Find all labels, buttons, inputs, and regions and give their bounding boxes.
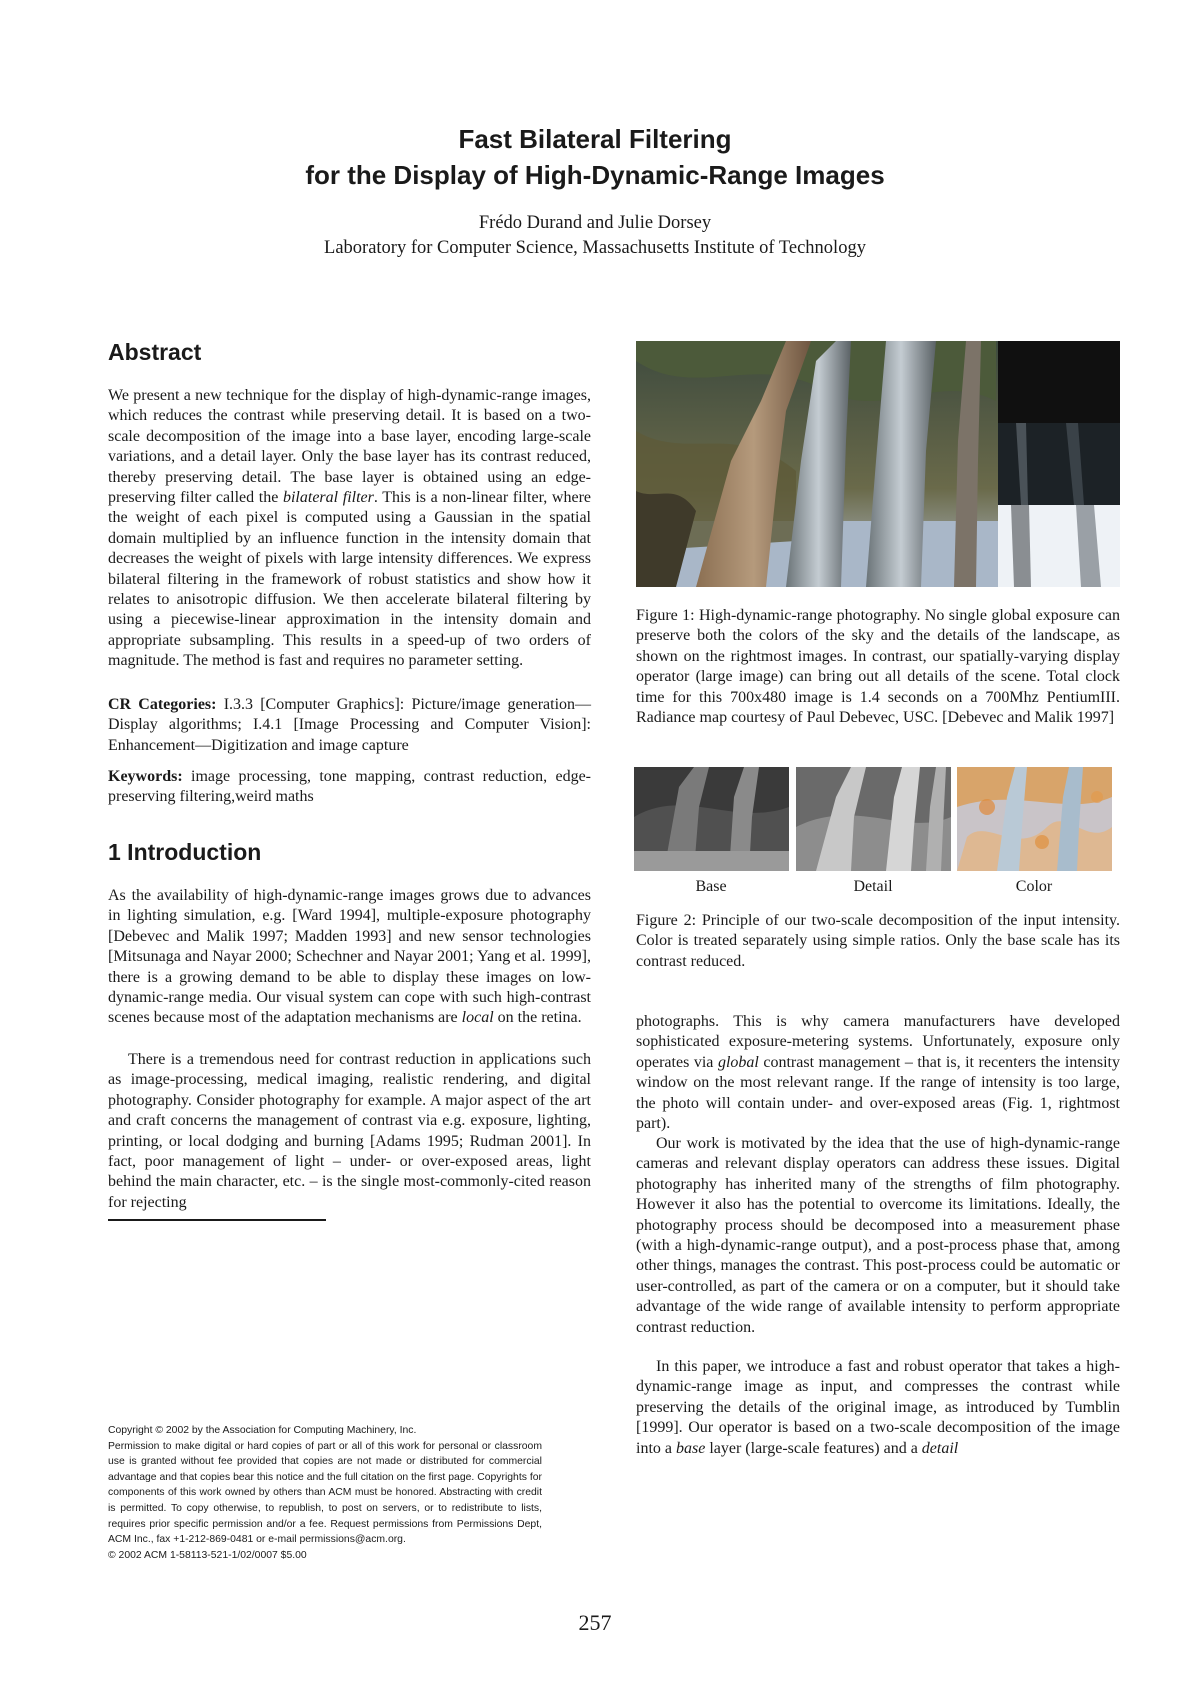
authors: Frédo Durand and Julie Dorsey	[478, 213, 712, 233]
figure2-detail-image	[796, 767, 951, 871]
intro-right-paragraph-1: photographs. This is why camera manufacturers have developed sophisticated exposure-metering systems. Unfortunately, exposure only operates via global contrast management – that is, it recenters the intensity window on the most relevant range. If the range of intensity is too large, the photo will contain under- and over-exposed areas (Fig. 1, rightmost part).	[636, 1013, 1120, 1133]
figure1-caption: Figure 1: High-dynamic-range photography. No single global exposure can preserve both the colors of the sky and the details of the landscape, as shown on the rightmost images. In contrast, our spatially-varying display operator (large image) can bring out all details of the scene. Total clock time for this 700x480 image is 1.4 seconds on a 700Mhz PentiumIII. Radiance map courtesy of Paul Debevec, USC. [Debevec and Malik 1997]	[636, 607, 1120, 727]
figure2-base-image	[634, 767, 789, 871]
intro-paragraph-1: As the availability of high-dynamic-range images grows due to advances in lighting simulation, e.g. [Ward 1994], multiple-exposure photography [Debevec and Malik 1997; Madden 1993] and new sensor technologies [Mitsunaga and Nayar 2000; Schechner and Nayar 2001; Yang et al. 1999], there is a growing demand to be able to display these images on low-dynamic-range media. Our visual system can cope with such high-contrast scenes because most of the adaptation mechanisms are local on the retina.	[108, 887, 591, 1027]
copyright-line: Copyright © 2002 by the Association for Computing Machinery, Inc.	[108, 1425, 417, 1436]
cr-categories: CR Categories: I.3.3 [Computer Graphics]: Picture/image generation—Display algorithms; I.4.1 [Image Processing and Computer Vision]: Enhancement—Digitization and image capture	[108, 696, 592, 754]
figure2-label-base: Base	[695, 878, 727, 895]
abstract-paragraph: We present a new technique for the display of high-dynamic-range images, which reduces the contrast while preserving detail. It is based on a two-scale decomposition of the image into a base layer, encoding large-scale variations, and a detail layer. Only the base layer has its contrast reduced, thereby preserving detail. The base layer is obtained using an edge-preserving filter called the bilateral filter. This is a non-linear filter, where the weight of each pixel is computed using a Gaussian in the spatial domain multiplied by an influence function in the intensity domain that decreases the weight of pixels with large intensity differences. We express bilateral filtering in the framework of robust statistics and show how it relates to anisotropic diffusion. We then accelerate bilateral filtering by using a piecewise-linear approximation in the intensity domain and appropriate subsampling. This results in a speed-up of two orders of magnitude. The method is fast and requires no parameter setting.	[108, 387, 591, 670]
affiliation: Laboratory for Computer Science, Massachusetts Institute of Technology	[324, 238, 866, 258]
figure2-label-detail: Detail	[853, 878, 893, 895]
intro-paragraph-2: There is a tremendous need for contrast reduction in applications such as image-processing, medical imaging, realistic rendering, and digital photography. Consider photography for example. A major aspect of the art and craft concerns the management of contrast via e.g. exposure, lighting, printing, or local dodging and burning [Adams 1995; Rudman 2001]. In fact, poor management of light – under- or over-exposed areas, light behind the main character, etc. – is the single most-commonly-cited reason for rejecting	[108, 1051, 591, 1211]
abstract-heading: Abstract	[108, 339, 202, 365]
figure2-color-image	[957, 767, 1112, 871]
copyright-notice	[108, 1423, 542, 1563]
figure1-image	[636, 341, 1120, 587]
figure2-caption: Figure 2: Principle of our two-scale decomposition of the input intensity. Color is treated separately using simple ratios. Only the base scale has its contrast reduced.	[636, 912, 1120, 970]
footnote-rule	[108, 1219, 326, 1221]
paper-title-line2: for the Display of High-Dynamic-Range Images	[305, 160, 885, 190]
section-heading-introduction: 1 Introduction	[108, 839, 262, 865]
intro-right-paragraph-3: In this paper, we introduce a fast and robust operator that takes a high-dynamic-range image as input, and compresses the contrast while preserving the details of the original image, as introduced by Tumblin [1999]. Our operator is based on a two-scale decomposition of the image into a base layer (large-scale features) and a detail	[636, 1358, 1120, 1457]
figure2-label-color: Color	[1015, 878, 1053, 895]
copyright-body: Permission to make digital or hard copies of part or all of this work for personal or classroom use is granted without fee provided that copies are not made or distributed for commercial advantage and that copies bear this notice and the full citation on the first page. Copyrights for components of this work owned by others than ACM must be honored. Abstracting with credit is permitted. To copy otherwise, to republish, to post on servers, or to redistribute to lists, requires prior specific permission and/or a fee. Request permissions from Permissions Dept, ACM Inc., fax +1-212-869-0481 or e-mail permissions@acm.org.	[108, 1440, 542, 1546]
paper-title-line1: Fast Bilateral Filtering	[458, 124, 732, 154]
copyright-isbn: © 2002 ACM 1-58113-521-1/02/0007 $5.00	[108, 1549, 307, 1561]
keywords: Keywords: image processing, tone mapping, contrast reduction, edge-preserving filtering,weird maths	[108, 768, 591, 806]
page-number: 257	[578, 1610, 612, 1635]
intro-right-paragraph-2: Our work is motivated by the idea that the use of high-dynamic-range cameras and relevant display operators can address these issues. Digital photography has inherited many of the strengths of film photography. However it also has the potential to overcome its limitations. Ideally, the photography process should be decomposed into a measurement phase (with a high-dynamic-range output), and a post-process phase that, among other things, manages the contrast. This post-process could be automatic or user-controlled, as part of the camera or on a computer, but it should take advantage of the wide range of available intensity to perform appropriate contrast reduction.	[636, 1135, 1120, 1336]
